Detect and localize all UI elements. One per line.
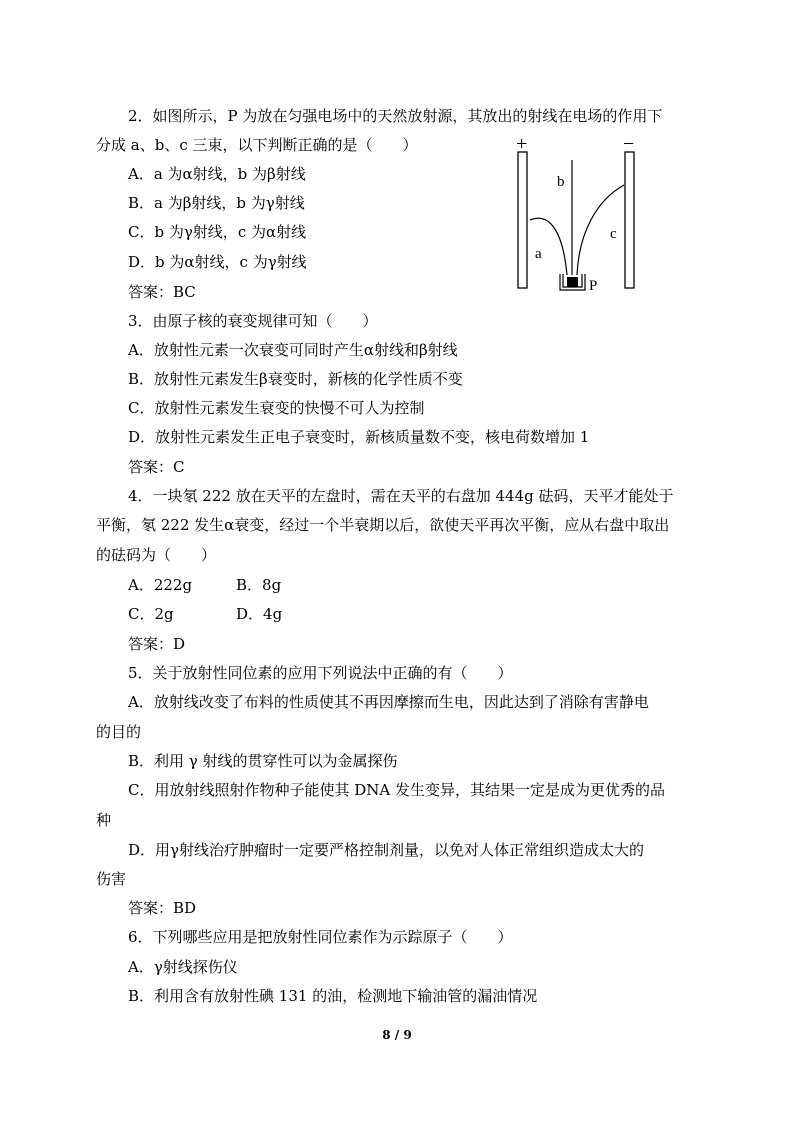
page-number: 8 / 9 <box>382 1028 412 1042</box>
radiation-field-figure <box>505 132 655 297</box>
q3-option-d: D．放射性元素发生正电子衰变时，新核质量数不变，核电荷数增加 1 <box>128 428 590 446</box>
q5-option-c-line1: C．用放射线照射作物种子能使其 DNA 发生变异，其结果一定是成为更优秀的品 <box>128 781 666 799</box>
q2-option-a: A．a 为α射线，b 为β射线 <box>128 165 306 183</box>
q2-stem-line1: 2．如图所示，P 为放在匀强电场中的天然放射源，其放出的射线在电场的作用下 <box>128 107 663 125</box>
q5-option-b: B．利用 γ 射线的贯穿性可以为金属探伤 <box>128 752 398 770</box>
radioactive-source <box>567 277 578 287</box>
q5-option-a-line2: 的目的 <box>96 723 142 741</box>
q6-option-a: A．γ射线探伤仪 <box>128 958 238 976</box>
q2-stem-line2: 分成 a、b、c 三束，以下判断正确的是（ ） <box>96 136 418 154</box>
q5-option-d-line2: 伤害 <box>96 870 127 888</box>
q4-option-a: A．222g <box>128 576 193 594</box>
label-b: b <box>557 174 565 190</box>
q3-option-a: A．放射性元素一次衰变可同时产生α射线和β射线 <box>128 341 458 359</box>
left-plate <box>518 152 527 288</box>
ray-c <box>577 185 624 275</box>
q6-option-b: B．利用含有放射性碘 131 的油，检测地下输油管的漏油情况 <box>128 987 538 1005</box>
q4-option-d: D．4g <box>236 605 283 623</box>
q2-answer: 答案：BC <box>128 283 196 301</box>
q5-option-d-line1: D．用γ射线治疗肿瘤时一定要严格控制剂量，以免对人体正常组织造成太大的 <box>128 841 644 859</box>
plus-label: + <box>516 133 528 155</box>
q5-answer: 答案：BD <box>128 899 197 917</box>
q4-stem-line2: 平衡，氡 222 发生α衰变，经过一个半衰期以后，欲使天平再次平衡，应从右盘中取出 <box>96 516 670 534</box>
q4-answer: 答案：D <box>128 635 186 653</box>
q3-option-c: C．放射性元素发生衰变的快慢不可人为控制 <box>128 399 425 417</box>
q4-stem-line3: 的砝码为（ ） <box>96 546 217 564</box>
q4-stem-line1: 4．一块氡 222 放在天平的左盘时，需在天平的右盘加 444g 砝码，天平才能处于 <box>128 487 674 505</box>
q2-option-d: D．b 为α射线，c 为γ射线 <box>128 253 307 271</box>
q3-answer: 答案：C <box>128 458 185 476</box>
q4-option-b: B．8g <box>236 576 282 594</box>
q5-stem: 5．关于放射性同位素的应用下列说法中正确的有（ ） <box>128 664 513 682</box>
label-p: P <box>589 278 598 294</box>
q3-stem: 3．由原子核的衰变规律可知（ ） <box>128 312 378 330</box>
q5-option-c-line2: 种 <box>96 811 112 829</box>
label-a: a <box>535 246 542 262</box>
q3-option-b: B．放射性元素发生β衰变时，新核的化学性质不变 <box>128 370 463 388</box>
minus-label: − <box>623 133 635 155</box>
label-c: c <box>610 226 617 242</box>
q6-stem: 6．下列哪些应用是把放射性同位素作为示踪原子（ ） <box>128 928 513 946</box>
q5-option-a-line1: A．放射线改变了布料的性质使其不再因摩擦而生电，因此达到了消除有害静电 <box>128 693 649 711</box>
q4-option-c: C．2g <box>128 605 174 623</box>
q2-option-c: C．b 为γ射线，c 为α射线 <box>128 223 307 241</box>
q2-option-b: B．a 为β射线，b 为γ射线 <box>128 194 305 212</box>
right-plate <box>625 152 634 288</box>
